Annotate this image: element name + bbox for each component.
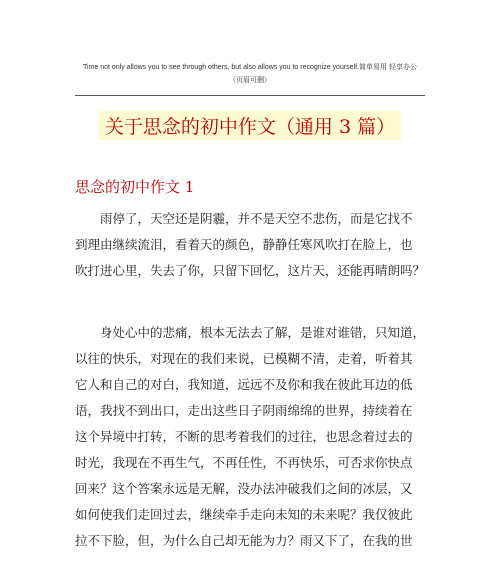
paragraph-line: 如何使我们走回过去，继续牵手走向未知的未来呢？我仅彼此 xyxy=(75,507,413,522)
paragraph-line: 身处心中的悲痛，根本无法去了解，是谁对谁错，只知道， xyxy=(100,325,426,340)
paragraph-1 xyxy=(75,206,425,284)
paragraph-line: 吹打进心里，失去了你，只留下回忆，这片天，还能再晴朗吗？ xyxy=(75,263,426,278)
page-header-text: Time not only allows you to see through others, but also allows you to recognize yourself.简单易用 轻享办公 xyxy=(83,64,417,71)
paragraph-line: 它人和自己的对白，我知道，远远不及你和我在彼此耳边的低 xyxy=(75,377,413,392)
paragraph-line: 雨停了，天空还是阴霾，并不是天空不悲伤，而是它找不 xyxy=(100,211,413,226)
paragraph-line: 时光，我现在不再生气，不再任性，不再快乐，可否求你快点 xyxy=(75,455,413,470)
section-heading: 思念的初中作文 1 xyxy=(75,178,195,196)
header-divider xyxy=(75,95,425,96)
paragraph-line: 语，我找不到出口，走出这些日子阴雨绵绵的世界，持续着在 xyxy=(75,403,413,418)
paragraph-line: 拉不下脸，但，为什么自己却无能为力？雨又下了，在我的世 xyxy=(75,533,413,548)
paragraph-line: 这个异境中打转，不断的思考着我们的过往，也思念着过去的 xyxy=(75,429,413,444)
page-header-note: （页眉可删） xyxy=(229,76,271,84)
paragraph-line: 以往的快乐，对现在的我们来说，已模糊不清，走着，听着其 xyxy=(75,351,413,366)
document-title: 关于思念的初中作文（通用 3 篇） xyxy=(99,111,401,140)
paragraph-line: 到理由继续流泪，看着天的颜色，静静任寒风吹打在脸上，也 xyxy=(75,237,413,252)
paragraph-line: 回来？这个答案永远是无解，没办法冲破我们之间的冰层，又 xyxy=(75,481,413,496)
paragraph-2 xyxy=(75,320,425,554)
title-container xyxy=(0,111,500,140)
